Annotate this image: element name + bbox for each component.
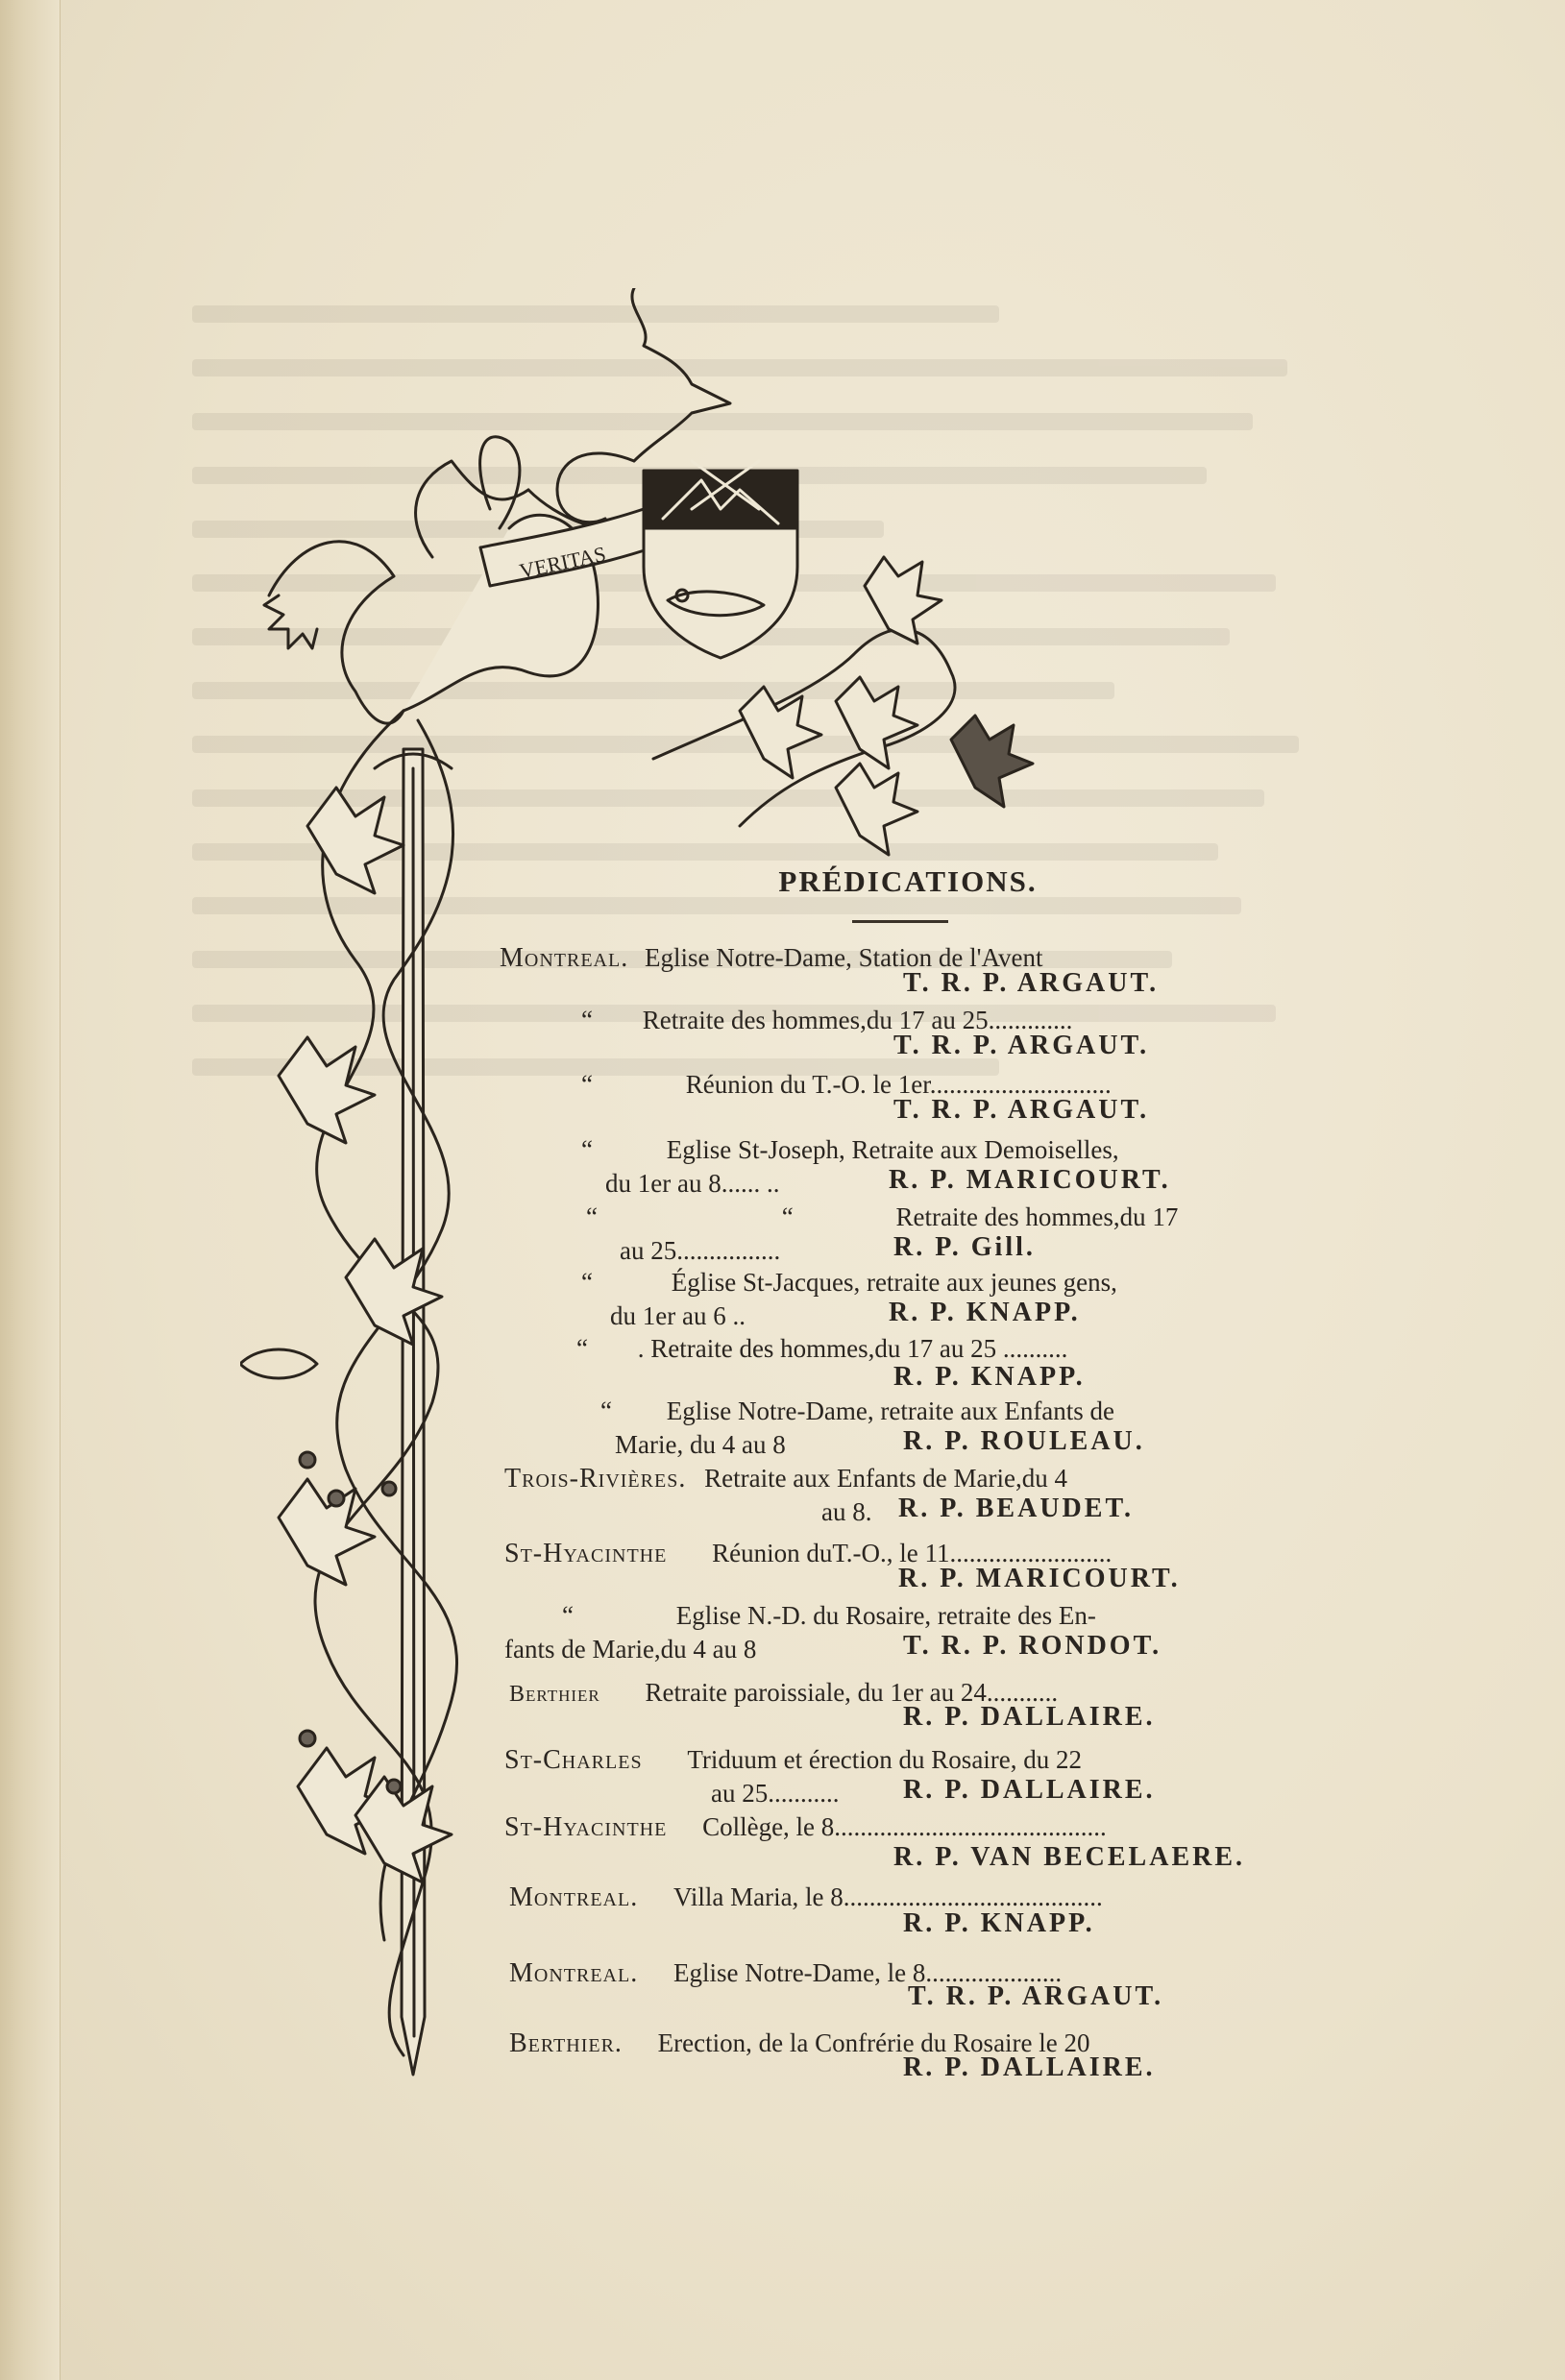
entry-event: Eglise N.-D. du Rosaire, retraite des En- [675,1601,1096,1630]
entry-preacher: R. P. DALLAIRE. [903,1702,1156,1732]
entry-event: Église St-Jacques, retraite aux jeunes gens, [671,1268,1117,1297]
entry-preacher: R. P. DALLAIRE. [903,1775,1156,1805]
entry-preacher: R. P. VAN BECELAERE. [893,1842,1246,1872]
entry-preacher: R. P. KNAPP. [903,1908,1095,1938]
entry-preacher: R. P. MARICOURT. [889,1165,1171,1195]
entry-event-continued: du 1er au 6 .. [610,1301,746,1330]
entry-event: Retraite des hommes,du 17 [895,1202,1179,1231]
entry-event: Eglise Notre-Dame, le 8..................... [672,1958,1063,1987]
entry-place: “ [562,1601,574,1630]
ivy-leaf-icon [951,716,1033,807]
entry-place: “ [586,1202,598,1231]
entry-preacher: T. R. P. ARGAUT. [893,1031,1150,1060]
ivy-leaf-icon [279,1479,375,1585]
list-item [586,1201,1178,1233]
ivy-leaf-icon [836,677,917,768]
entry-event-continued: Marie, du 4 au 8 [615,1430,786,1459]
entry-preacher: T. R. P. ARGAUT. [908,1981,1164,2011]
entry-event: Réunion du T.-O. le 1er............................ [685,1070,1112,1099]
entry-preacher: T. R. P. ARGAUT. [903,968,1160,998]
entry-event-continued: au 8. [821,1497,872,1526]
entry-event-continued: au 25................ [620,1236,781,1265]
list-item [504,1462,1067,1495]
entry-event-continued: du 1er au 8...... .. [605,1169,780,1198]
motto-text: VERITAS [517,541,608,584]
list-item [581,1133,1119,1166]
entry-preacher: R. P. ROULEAU. [903,1426,1145,1456]
entry-place: St-Charles [504,1745,643,1775]
entry-place: Montreal. [509,1958,639,1988]
entry-preacher: T. R. P. ARGAUT. [893,1095,1150,1125]
entry-place: “ [581,1006,593,1034]
entry-place: Berthier [509,1682,600,1707]
entry-preacher: R. P. KNAPP. [889,1298,1081,1327]
title-underline [852,920,948,923]
entry-place: Trois-Rivières. [504,1464,687,1494]
ivy-leaf-icon [279,1037,375,1143]
book-binding-edge [0,0,61,2380]
entry-place: “ [581,1135,593,1164]
entry-event: Villa Maria, le 8........................................ [672,1882,1103,1911]
list-item [504,1810,1107,1844]
entry-ditto: “ [781,1202,794,1231]
entry-event: Eglise St-Joseph, Retraite aux Demoiselles, [666,1135,1119,1164]
entry-place: “ [581,1268,593,1297]
entry-place: St-Hyacinthe [504,1812,668,1842]
entry-event: Réunion duT.-O., le 11......................... [712,1539,1113,1567]
list-item [562,1599,1096,1632]
entry-preacher: T. R. P. RONDOT. [903,1631,1162,1661]
list-item [711,1777,839,1809]
entry-place: “ [600,1396,612,1425]
list-item [610,1299,746,1332]
entry-preacher: R. P. DALLAIRE. [903,2052,1156,2082]
list-item [504,1633,756,1665]
entry-place: Berthier. [509,2028,623,2058]
entry-event: Eglise Notre-Dame, Station de l'Avent [644,943,1043,972]
entry-preacher: R. P. BEAUDET. [898,1494,1135,1523]
list-item [605,1167,779,1200]
entry-event: Retraite paroissiale, du 1er au 24........... [645,1678,1059,1707]
entry-event: Erection, de la Confrérie du Rosaire le 20 [657,2028,1090,2057]
ivy-leaf-icon [865,557,941,644]
entry-preacher: R. P. Gill. [893,1232,1036,1262]
entry-event-continued: fants de Marie,du 4 au 8 [504,1635,757,1664]
list-item [581,1266,1117,1299]
entry-event: Collège, le 8.......................................... [702,1812,1107,1841]
entry-place: Montreal. [500,943,629,973]
list-item [600,1395,1114,1427]
entry-event: Triduum et érection du Rosaire, du 22 [687,1745,1083,1774]
entry-event: Retraite aux Enfants de Marie,du 4 [704,1464,1067,1493]
entry-event: Retraite des hommes,du 17 au 25............. [642,1006,1073,1034]
entry-event: . Retraite des hommes,du 17 au 25 .......... [637,1334,1068,1363]
list-item [821,1495,871,1528]
entry-preacher: R. P. MARICOURT. [898,1564,1181,1593]
list-item [615,1428,786,1461]
page-title: PRÉDICATIONS. [778,864,1038,898]
list-item [620,1234,780,1267]
list-item [504,1743,1082,1777]
entry-place: “ [581,1070,593,1099]
entry-event-continued: au 25........... [711,1779,840,1808]
entry-event: Eglise Notre-Dame, retraite aux Enfants de [666,1396,1115,1425]
entry-place: “ [576,1334,588,1363]
entry-place: St-Hyacinthe [504,1539,668,1568]
entry-preacher: R. P. KNAPP. [893,1362,1086,1392]
ivy-leaf-icon [836,764,917,855]
list-item [576,1332,1067,1365]
entry-place: Montreal. [509,1882,639,1912]
